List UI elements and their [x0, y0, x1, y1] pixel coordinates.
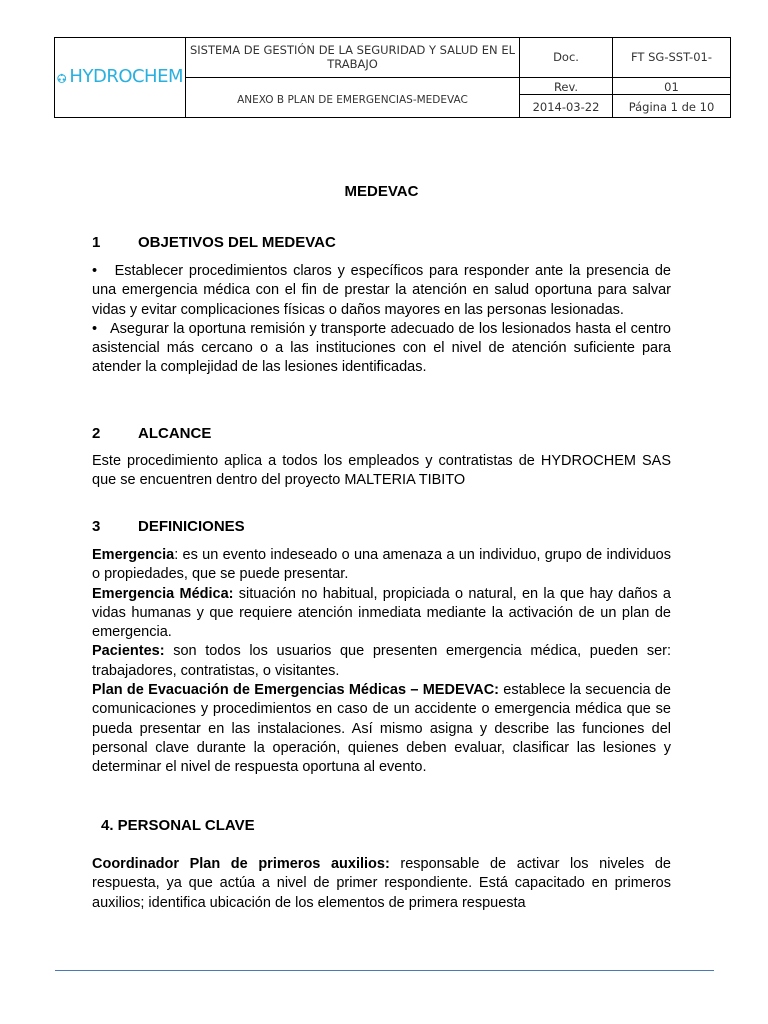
footer-divider [55, 970, 714, 971]
definition-term: Emergencia Médica: [92, 585, 234, 602]
document-header [54, 37, 731, 118]
section-heading-4 [101, 817, 255, 834]
scope-paragraph [92, 452, 671, 491]
page-number: Página 1 de 10 [628, 100, 715, 114]
objective-text: Establecer procedimientos claros y específicos para responder ante la presencia de una emergencia médica con el fin de prestar la atención en salud oportuna para salvar vidas y evitar complicaciones físicas o daños mayores en las personas lesionadas. [92, 263, 671, 318]
section-number: 1 [92, 234, 101, 251]
definition-text: situación no habitual, propiciada o natural, en la que hay daños a vidas humanas y que requiere atención inmediata mediante la activación de un plan de emergencia. [92, 585, 671, 641]
key-personnel-term: Coordinador Plan de primeros auxilios: [92, 856, 390, 872]
rev-value: 01 [613, 78, 730, 95]
key-personnel-paragraph [92, 855, 671, 913]
company-logo [57, 67, 183, 89]
definition-item [92, 681, 671, 777]
section-heading-1 [92, 234, 336, 251]
definition-text: son todos los usuarios que presenten emergencia médica, pueden ser: trabajadores, contratistas, o visitantes. [92, 643, 671, 679]
definition-item [92, 546, 671, 585]
section-title: 4. PERSONAL CLAVE [101, 817, 255, 834]
section-number: 2 [92, 425, 101, 442]
logo-cell [55, 38, 186, 118]
definition-item [92, 642, 671, 681]
definition-item [92, 585, 671, 643]
doc-code-text: FT SG-SST-01- [631, 49, 712, 64]
section-title: ALCANCE [138, 425, 212, 442]
definition-term: Plan de Evacuación de Emergencias Médicas – MEDEVAC: [92, 682, 499, 699]
list-item: • Establecer procedimientos claros y específicos para responder ante la presencia de una emergencia médica con el fin de prestar la atención en salud oportuna para salvar vidas y evitar complicaciones físicas o daños mayores en las personas lesionadas. [92, 263, 671, 318]
definition-term: Emergencia [92, 547, 175, 563]
section-heading-3 [92, 518, 245, 535]
doc-label-text: Doc. [553, 49, 579, 64]
objective-text: Asegurar la oportuna remisión y transporte adecuado de los lesionados hasta el centro asistencial más cercano o a las instituciones con el nivel de atención suficiente para atender la complejidad de las lesiones identificadas. [92, 320, 671, 376]
logo-text: HYDROCHEM [69, 66, 183, 88]
definition-text: establece la secuencia de comunicaciones y procedimientos en caso de un accidente o emergencia médica que se pueda presentar en las instalaciones. Así mismo asigna y describe las funciones del personal clave durante la operación, quienes deben evaluar, clasificar las lesiones y determinar el nivel de respuesta oportuna al evento. [92, 682, 671, 776]
system-title: SISTEMA DE GESTIÓN DE LA SEGURIDAD Y SALUD EN EL TRABAJO [186, 38, 520, 78]
doc-code [613, 38, 731, 78]
doc-label [520, 38, 613, 78]
section-title: DEFINICIONES [138, 518, 245, 535]
definition-separator: : [174, 547, 179, 563]
definition-term: Pacientes: [92, 643, 165, 660]
annex-title: ANEXO B PLAN DE EMERGENCIAS-MEDEVAC [186, 78, 520, 118]
key-personnel-text: responsable de activar los niveles de respuesta, ya que actúa a nivel de primer respondiente. Está capacitado en primeros auxilios; identifica ubicación de los elementos de primera respuesta [92, 856, 671, 911]
scope-text: Este procedimiento aplica a todos los empleados y contratistas de HYDROCHEM SAS que se encuentren dentro del proyecto MALTERIA TIBITO [92, 453, 671, 489]
section-number: 3 [92, 518, 101, 535]
page-cell [613, 78, 731, 118]
definition-text: es un evento indeseado o una amenaza a un individuo, grupo de individuos o propiedades, que se puede presentar. [92, 547, 671, 583]
section-heading-2 [92, 425, 211, 442]
section-title: OBJETIVOS DEL MEDEVAC [138, 234, 336, 251]
definitions-list [92, 546, 671, 778]
rev-label: Rev. [520, 78, 612, 95]
objectives-list [92, 262, 671, 378]
doc-date: 2014-03-22 [532, 100, 600, 114]
page-title: MEDEVAC [344, 183, 419, 200]
hydrochem-logo-icon [57, 67, 66, 89]
list-item: • Asegurar la oportuna remisión y transporte adecuado de los lesionados hasta el centro asistencial más cercano o a las instituciones con el nivel de atención suficiente para atender la complejidad de las lesiones identificadas. [92, 320, 671, 376]
date-cell [520, 78, 613, 118]
key-personnel-item [92, 855, 671, 913]
